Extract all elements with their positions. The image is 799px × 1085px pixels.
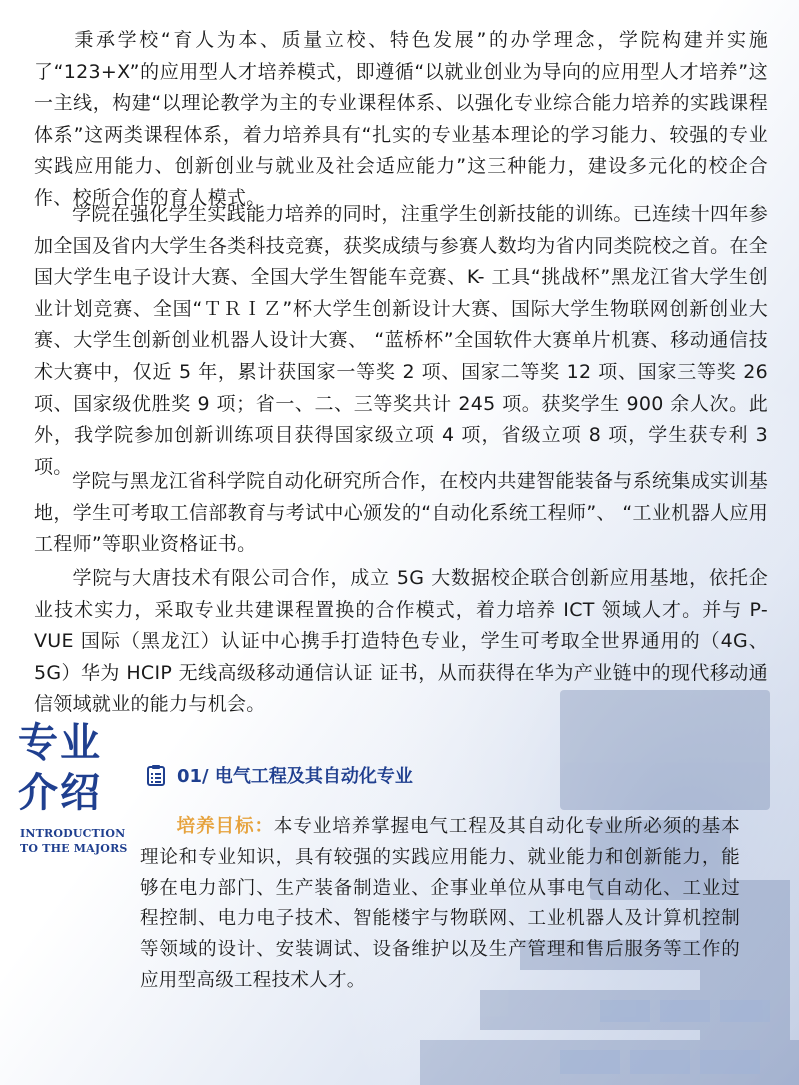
section-title [18, 718, 118, 818]
intro-paragraph-2: 学院在强化学生实践能力培养的同时，注重学生创新技能的训练。已连续十四年参加全国及省内大学生各类科技竞赛，获奖成绩与参赛人数均为省内同类院校之首。在全国大学生电子设计大赛、全国大学生智能车竞赛、K- 工具“挑战杯”黑龙江省大学生创业计划竞赛、全国“ＴＲＩＺ”杯大学生创新设计大赛、国际大学生物联网创新创业大赛、大学生创新创业机器人设计大赛、 “蓝桥杯”全国软件大赛单片机赛、移动通信技术大赛中，仅近 5 年，累计获国家一等奖 2 项、国家二等奖 12 项、国家三等奖 26 项、国家级优胜奖 9 项；省一、二、三等奖共计 245 项。获奖学生 900 余人次。此外，我学院参加创新训练项目获得国家级立项 4 项，省级立项 8 项，学生获专利 3 项。 [34, 203, 768, 478]
major-heading-text: 01/ 电气工程及其自动化专业 [177, 766, 413, 787]
intro-paragraph-4: 学院与大唐技术有限公司合作，成立 5G 大数据校企联合创新应用基地，依托企业技术实力，采取专业共建课程置换的合作模式，着力培养 ICT 领域人才。并与 P-VUE 国际（黑龙江）认证中心携手打造特色专业，学生可考取全世界通用的（4G、5G）华为 HCIP 无线高级移动通信认证 证书，从而获得在华为产业链中的现代移动通信领域就业的能力与机会。 [34, 567, 768, 716]
major-description [140, 812, 740, 997]
section-title-english: INTRODUCTION TO THE MAJORS [20, 827, 128, 855]
goal-text: 本专业培养掌握电气工程及其自动化专业所必须的基本理论和专业知识，具有较强的实践应用能力、就业能力和创新能力，能够在电力部门、生产装备制造业、企事业单位从事电气自动化、工业过程控制、电力电子技术、智能楼宇与物联网、工业机器人及计算机控制等领域的设计、安装调试、设备维护以及生产管理和售后服务等工作的应用型高级工程技术人才。 [140, 816, 740, 991]
section-title-line1: 专业 [18, 720, 102, 766]
clipboard-list-icon [147, 764, 165, 786]
intro-paragraph-3: 学院与黑龙江省科学院自动化研究所合作，在校内共建智能装备与系统集成实训基地，学生可考取工信部教育与考试中心颁发的“自动化系统工程师”、 “工业机器人应用工程师”等职业资格证书。 [34, 470, 768, 556]
goal-label: 培养目标： [176, 816, 274, 837]
intro-paragraph-1: 秉承学校“育人为本、质量立校、特色发展”的办学理念，学院构建并实施了“123+X”的应用型人才培养模式，即遵循“以就业创业为导向的应用型人才培养”这一主线，构建“以理论教学为主的专业课程体系、以强化专业综合能力培养的实践课程体系”这两类课程体系，着力培养具有“扎实的专业基本理论的学习能力、较强的专业实践应用能力、创新创业与就业及社会适应能力”这三种能力，建设多元化的校企合作、校所合作的育人模式。 [34, 29, 768, 209]
section-title-line2: 介绍 [18, 770, 102, 816]
major-heading [147, 760, 413, 790]
